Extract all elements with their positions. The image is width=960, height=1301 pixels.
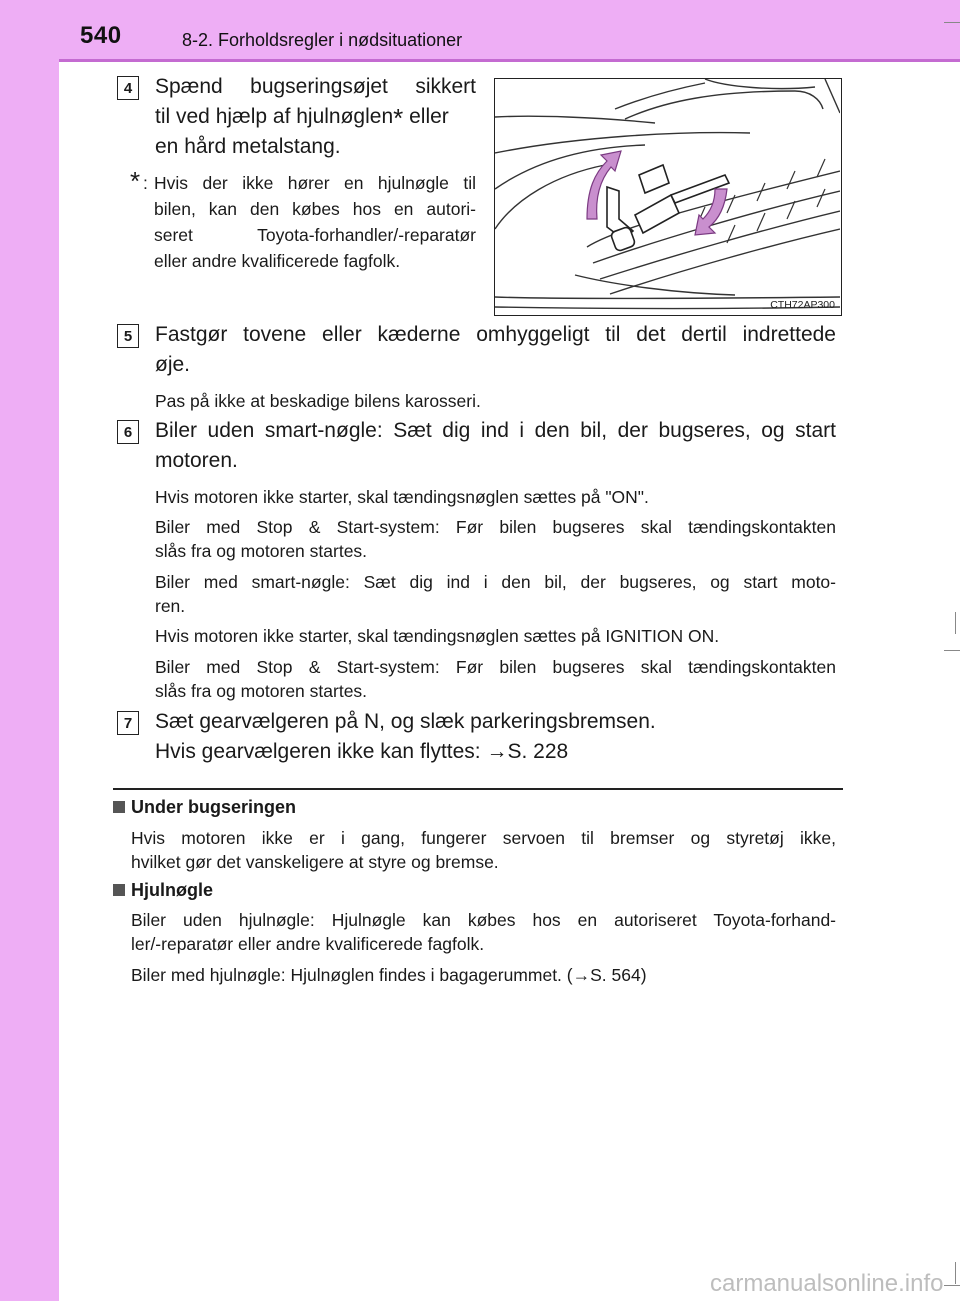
step-text-line: Fastgør tovene eller kæderne omhyggeligt til det dertil indrettede [155, 323, 836, 346]
step-text-line: Biler uden smart-nøgle: Sæt dig ind i den bil, der bugseres, og start [155, 419, 836, 442]
crop-mark [944, 650, 960, 651]
watermark: carmanualsonline.info [710, 1270, 944, 1297]
page-number: 540 [80, 22, 122, 49]
footnote-line: bilen, kan den købes hos en autori- [154, 199, 476, 219]
square-bullet-icon [113, 884, 125, 896]
step-note: ren. [155, 596, 186, 616]
info-line: Hvis motoren ikke er i gang, fungerer servoen til bremser og styretøj ikke, [131, 828, 836, 848]
info-line: Biler uden hjulnøgle: Hjulnøgle kan købes hos en autoriseret Toyota-forhand- [131, 910, 836, 930]
bumper-drawing [495, 79, 840, 314]
asterisk-mark: * [393, 103, 404, 133]
info-line: Biler med hjulnøgle: Hjulnøglen findes i bagagerummet. (→S. 564) [131, 965, 647, 985]
towing-eye-illustration [494, 78, 842, 316]
section-divider [113, 788, 843, 790]
step-text-line: øje. [155, 353, 191, 376]
section-title: 8-2. Forholdsregler i nødsituationer [182, 30, 463, 50]
step-text-line: en hård metalstang. [155, 135, 341, 158]
footnote-colon: : [143, 173, 148, 193]
step-number: 7 [117, 711, 139, 735]
step-note: slås fra og motoren startes. [155, 541, 368, 561]
crop-mark [955, 1262, 956, 1284]
left-margin-band [0, 0, 59, 1301]
step-note: Biler med Stop & Start-system: Før bilen bugseres skal tændingskontakten [155, 657, 836, 677]
step-text-line: motoren. [155, 449, 238, 472]
header-rule [59, 59, 960, 62]
step-number: 4 [117, 76, 139, 100]
info-line: ler/-reparatør eller andre kvalificerede fagfolk. [131, 934, 485, 954]
step-note: Hvis motoren ikke starter, skal tændingsnøglen sættes på "ON". [155, 487, 649, 507]
info-heading: Under bugseringen [113, 797, 296, 818]
info-heading: Hjulnøgle [113, 880, 213, 901]
step-text-line: Sæt gearvælgeren på N, og slæk parkeringsbremsen. [155, 710, 656, 733]
info-line: hvilket gør det vanskeligere at styre og bremse. [131, 852, 499, 872]
step-text-line: til ved hjælp af hjulnøglen* eller [155, 103, 449, 133]
footnote-line: Hvis der ikke hører en hjulnøgle til [154, 173, 476, 193]
crop-mark [944, 22, 960, 23]
figure-code: CTH72AP300 [770, 299, 835, 311]
step-note: slås fra og motoren startes. [155, 681, 368, 701]
footnote-asterisk: * [130, 166, 141, 196]
step-text-line: Hvis gearvælgeren ikke kan flyttes: →S. 228 [155, 740, 569, 763]
crop-mark [955, 612, 956, 634]
footnote-line: seret Toyota-forhandler/-reparatør [154, 225, 476, 245]
footnote-line: eller andre kvalificerede fagfolk. [154, 251, 401, 271]
square-bullet-icon [113, 801, 125, 813]
step-note: Biler med smart-nøgle: Sæt dig ind i den bil, der bugseres, og start moto- [155, 572, 836, 592]
step-note: Hvis motoren ikke starter, skal tændingsnøglen sættes på IGNITION ON. [155, 626, 720, 646]
step-number: 6 [117, 420, 139, 444]
step-note: Pas på ikke at beskadige bilens karosseri. [155, 391, 481, 411]
step-text-line: Spænd bugseringsøjet sikkert [155, 75, 476, 98]
step-number: 5 [117, 324, 139, 348]
crop-mark [944, 1285, 960, 1286]
step-note: Biler med Stop & Start-system: Før bilen bugseres skal tændingskontakten [155, 517, 836, 537]
